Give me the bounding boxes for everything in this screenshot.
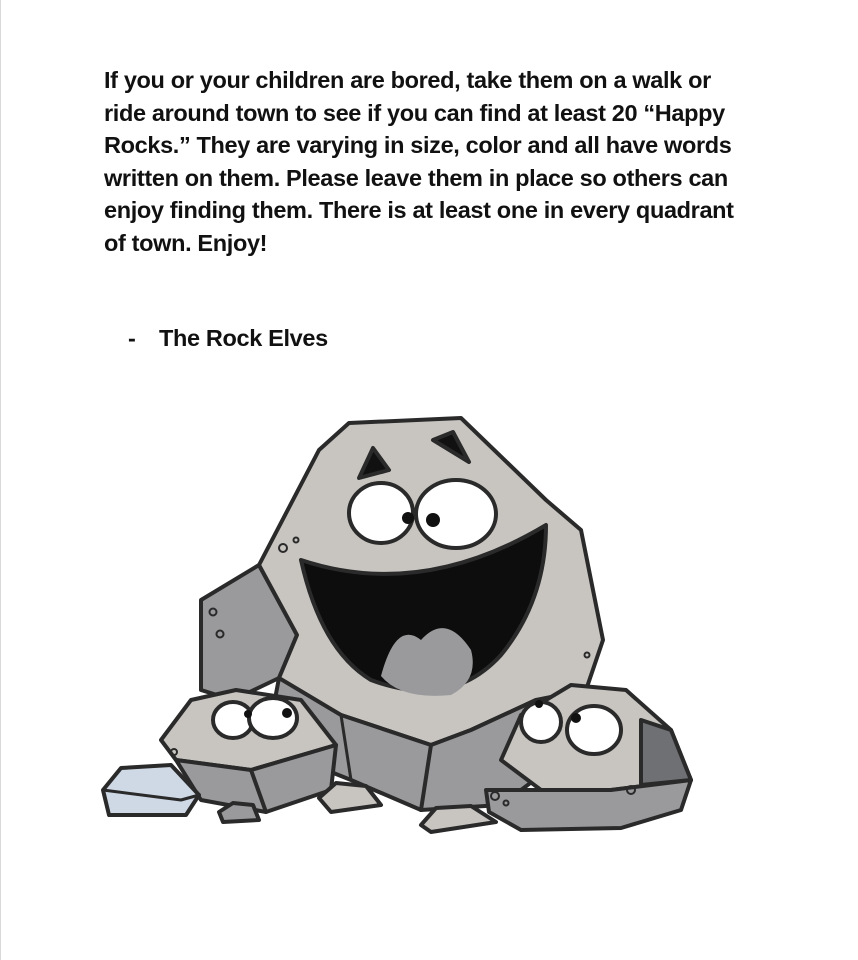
body-line: If you or your children are bored, take them on a walk or — [104, 67, 711, 93]
signature-text: The Rock Elves — [159, 325, 328, 351]
big-rock-left-pupil — [402, 512, 414, 524]
signature-dash: - — [128, 325, 136, 351]
happy-rocks-illustration — [96, 415, 706, 845]
big-rock-right-eye — [416, 480, 496, 548]
right-rock-left-eye — [521, 702, 561, 742]
body-line: enjoy finding them. There is at least one in every quadrant — [104, 197, 734, 224]
body-paragraph — [104, 64, 784, 260]
right-rock-dark-face — [641, 720, 691, 785]
big-rock-right-pupil — [426, 513, 440, 527]
signature — [128, 325, 328, 352]
body-line: Rocks.” They are varying in size, color and all have words — [104, 132, 732, 159]
pebble — [219, 803, 259, 822]
big-rock-left-eye — [349, 483, 413, 543]
left-rock-left-eye — [213, 702, 253, 738]
body-line: of town. Enjoy! — [104, 229, 268, 256]
body-line: ride around town to see if you can find at least 20 “Happy — [104, 99, 725, 126]
pebble — [421, 806, 496, 832]
body-line: written on them. Please leave them in place so others can — [104, 164, 728, 191]
left-rock-right-eye — [249, 698, 297, 738]
